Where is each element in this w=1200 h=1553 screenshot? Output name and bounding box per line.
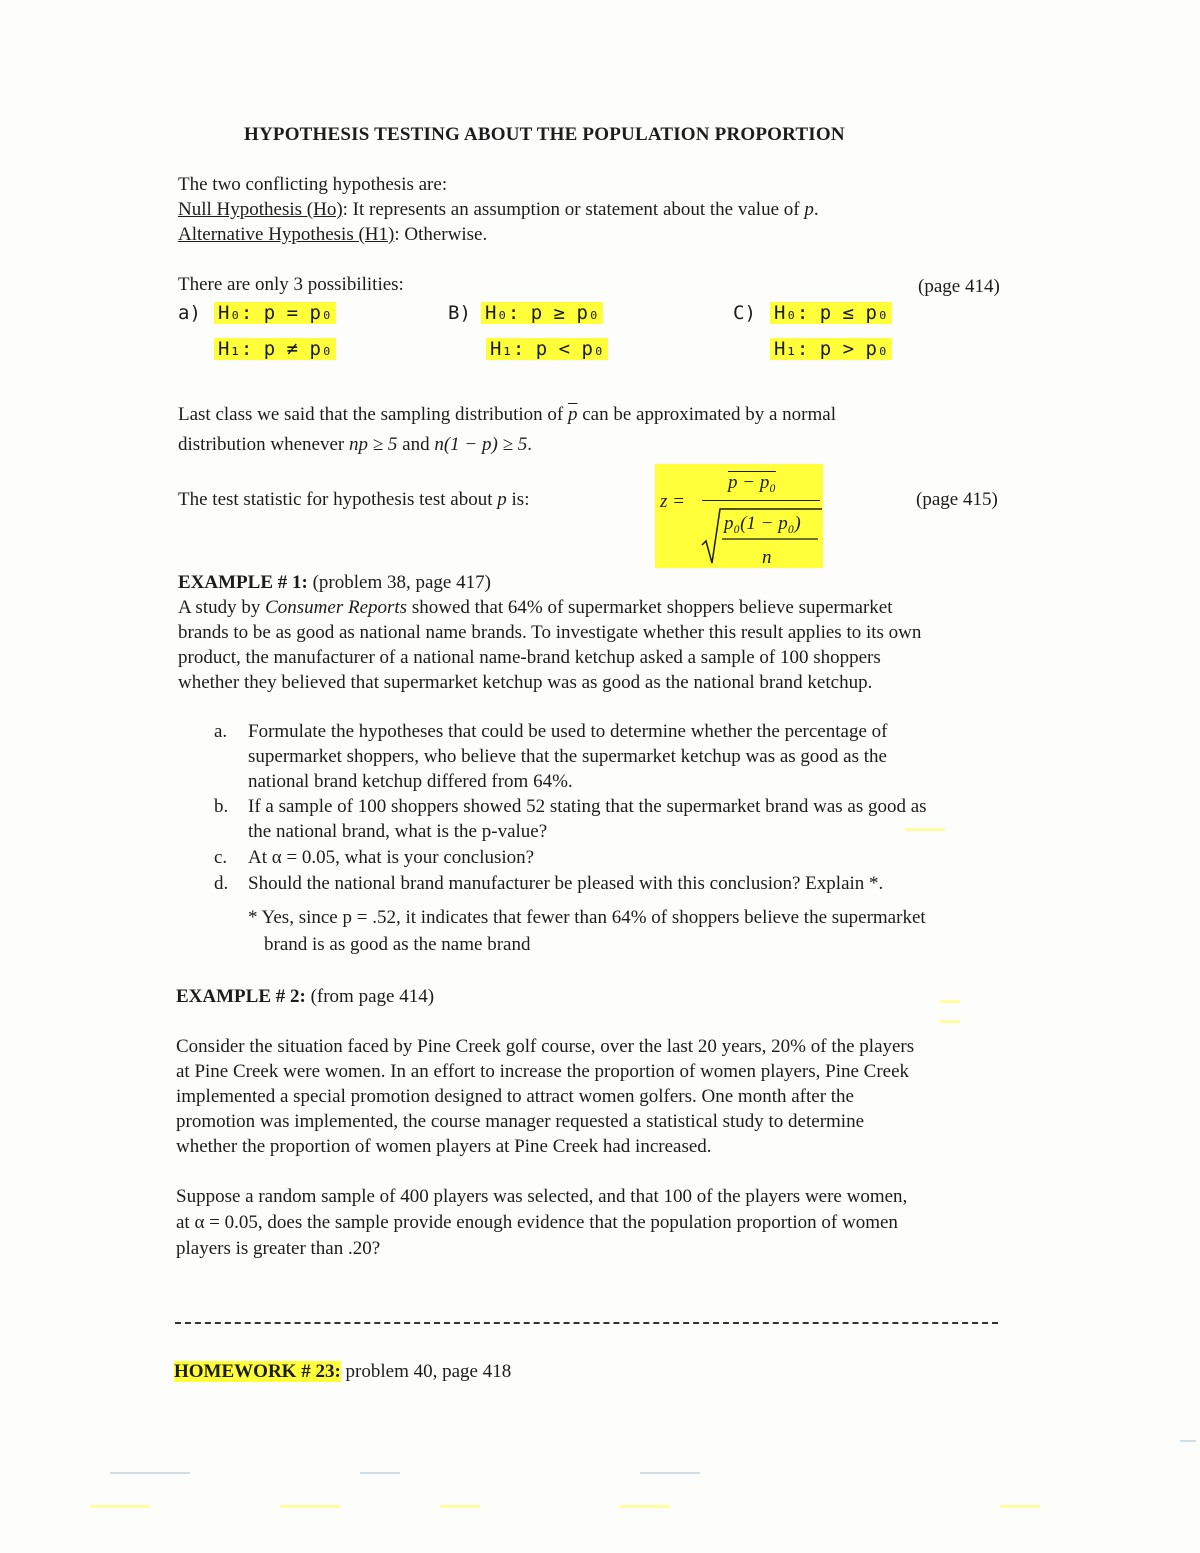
scan-artifact [90, 1505, 150, 1508]
scan-artifact [905, 828, 945, 831]
null-hypothesis-var: p [804, 199, 814, 220]
test-statistic-text [178, 487, 529, 512]
formula-numerator: p − p₀ [728, 472, 776, 493]
dashed-divider [175, 1322, 998, 1324]
item-d-line-1: Should the national brand manufacturer be pleased with this conclusion? Explain *. [248, 873, 884, 894]
sampling-line-1 [178, 402, 836, 427]
example-1-label: EXAMPLE # 1: [178, 572, 308, 593]
scan-artifact [940, 1020, 960, 1023]
option-c-marker: C) [733, 302, 756, 324]
answer-note-line-2: brand is as good as the name brand [264, 934, 531, 955]
page-ref-414: (page 414) [918, 276, 1000, 297]
example-2-para-1-line-3: implemented a special promotion designed to attract women golfers. One month after the [176, 1086, 854, 1107]
option-b-marker: B) [448, 302, 471, 324]
example-2-para-2-line-3: players is greater than .20? [176, 1238, 381, 1259]
example-2-para-1-line-2: at Pine Creek were women. In an effort to increase the proportion of women players, Pine Creek [176, 1061, 910, 1082]
alternative-hypothesis-label: Alternative Hypothesis (H1) [178, 224, 395, 245]
homework-label: HOMEWORK # 23: [174, 1361, 341, 1382]
scan-artifact [280, 1505, 340, 1508]
option-a-alt: H₁: p ≠ p₀ [214, 338, 336, 360]
sampling-text-post: can be approximated by a normal [577, 404, 836, 425]
example-1-line-4: whether they believed that supermarket ketchup was as good as the national brand ketchup. [178, 672, 873, 693]
page-ref-415: (page 415) [916, 489, 998, 510]
sampling-line-2 [178, 432, 532, 457]
scan-artifact [360, 1472, 400, 1474]
example-1-heading [178, 570, 491, 595]
option-b-null: H₀: p ≥ p₀ [481, 302, 603, 324]
example-1-line-2: brands to be as good as national name brands. To investigate whether this result applies to its own [178, 622, 922, 643]
item-c-line-1: At α = 0.05, what is your conclusion? [248, 847, 535, 868]
scan-artifact [620, 1505, 670, 1508]
item-d-marker: d. [214, 873, 229, 894]
item-a-line-2: supermarket shoppers, who believe that the supermarket ketchup was as good as the [248, 746, 887, 767]
z-equals: z = [660, 491, 685, 512]
intro-line: The two conflicting hypothesis are: [178, 174, 448, 195]
item-a-marker: a. [214, 721, 228, 742]
example-2-para-2-line-2: at α = 0.05, does the sample provide enough evidence that the population proportion of women [176, 1212, 898, 1233]
null-hypothesis-end: . [813, 199, 819, 220]
answer-note-line-1: * Yes, since p = .52, it indicates that fewer than 64% of shoppers believe the supermarket [248, 907, 926, 928]
alternative-hypothesis-definition [178, 222, 487, 247]
option-c-alt: H₁: p > p₀ [770, 338, 892, 360]
null-hypothesis-text: : It represents an assumption or statement about the value of [342, 199, 805, 220]
item-b-line-2: the national brand, what is the p-value? [248, 821, 548, 842]
scan-artifact [110, 1472, 190, 1474]
scan-artifact [640, 1472, 700, 1474]
example-2-para-1-line-5: whether the proportion of women players at Pine Creek had increased. [176, 1136, 712, 1157]
null-hypothesis-definition [178, 197, 819, 222]
test-stat-pre: The test statistic for hypothesis test about [178, 489, 498, 510]
fraction-line [702, 500, 820, 501]
example-2-ref: (from page 414) [305, 986, 435, 1007]
sampling-text-pre: Last class we said that the sampling distribution of [178, 404, 568, 425]
example-2-heading [176, 984, 434, 1009]
formula-denominator-top: p₀(1 − p₀) [724, 513, 801, 534]
homework-text: problem 40, page 418 [340, 1361, 512, 1382]
option-a-marker: a) [178, 302, 201, 324]
example-1-ref: (problem 38, page 417) [307, 572, 491, 593]
item-a-line-3: national brand ketchup differed from 64%. [248, 771, 573, 792]
formula-denominator-bottom: n [762, 547, 772, 568]
option-a-null: H₀: p = p₀ [214, 302, 336, 324]
option-c-null: H₀: p ≤ p₀ [770, 302, 892, 324]
example-1-line-1 [178, 595, 893, 620]
null-hypothesis-label: Null Hypothesis (Ho) [178, 199, 343, 220]
scan-artifact [1000, 1505, 1040, 1508]
consumer-reports: Consumer Reports [265, 597, 408, 618]
scan-artifact [940, 1000, 960, 1003]
sampling-condition-pre: distribution whenever [178, 434, 349, 455]
possibilities-intro: There are only 3 possibilities: [178, 274, 404, 295]
scan-artifact [440, 1505, 480, 1508]
example-2-para-2-line-1: Suppose a random sample of 400 players was selected, and that 100 of the players were women, [176, 1186, 908, 1207]
example-2-para-1-line-1: Consider the situation faced by Pine Creek golf course, over the last 20 years, 20% of the players [176, 1036, 915, 1057]
test-stat-var: p [497, 489, 507, 510]
option-b-alt: H₁: p < p₀ [486, 338, 608, 360]
condition-n1p: n(1 − p) ≥ 5 [434, 434, 528, 455]
example-1-line-1-b: showed that 64% of supermarket shoppers believe supermarket [407, 597, 893, 618]
sampling-and: and [397, 434, 435, 455]
example-1-line-1-a: A study by [178, 597, 266, 618]
item-a-line-1: Formulate the hypotheses that could be used to determine whether the percentage of [248, 721, 888, 742]
homework-line [174, 1359, 511, 1384]
condition-np: np ≥ 5 [348, 434, 398, 455]
item-b-line-1: If a sample of 100 shoppers showed 52 stating that the supermarket brand was as good as [248, 796, 927, 817]
alternative-hypothesis-text: : Otherwise. [394, 224, 488, 245]
item-c-marker: c. [214, 847, 228, 868]
item-b-marker: b. [214, 796, 229, 817]
page-title: HYPOTHESIS TESTING ABOUT THE POPULATION PROPORTION [244, 124, 845, 145]
test-stat-post: is: [506, 489, 530, 510]
p-bar: $\overline{p}$ [567, 404, 578, 425]
example-2-label: EXAMPLE # 2: [176, 986, 306, 1007]
example-2-para-1-line-4: promotion was implemented, the course manager requested a statistical study to determine [176, 1111, 865, 1132]
example-1-line-3: product, the manufacturer of a national name-brand ketchup asked a sample of 100 shoppers [178, 647, 881, 668]
scan-artifact [1180, 1440, 1196, 1442]
sampling-end: . [527, 434, 532, 455]
